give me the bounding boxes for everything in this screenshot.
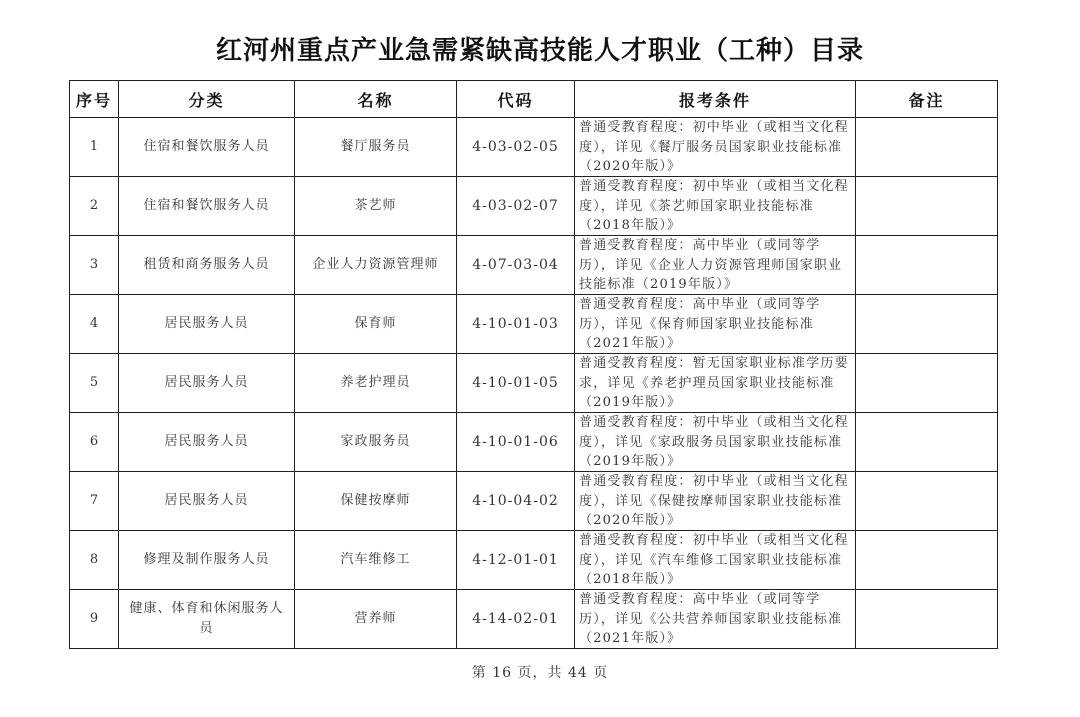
cell-category: 健康、体育和休闲服务人员: [119, 590, 295, 649]
cell-name: 餐厅服务员: [295, 118, 457, 177]
cell-no: 5: [70, 354, 119, 413]
header-requirement: 报考条件: [575, 81, 856, 118]
table-row: [70, 531, 998, 590]
header-no: 序号: [70, 81, 119, 118]
requirement-text: 普通受教育程度：暂无国家职业标准学历要求，详见《养老护理员国家职业技能标准（2019年版）》: [579, 356, 849, 410]
cell-remark: [856, 590, 998, 649]
requirement-text: 普通受教育程度：初中毕业（或相当文化程度），详见《茶艺师国家职业技能标准（2018年版）》: [579, 179, 849, 233]
cell-requirement: [575, 472, 856, 531]
cell-requirement: [575, 295, 856, 354]
cell-name: 茶艺师: [295, 177, 457, 236]
cell-category: 住宿和餐饮服务人员: [119, 118, 295, 177]
cell-name: 汽车维修工: [295, 531, 457, 590]
cell-category: 修理及制作服务人员: [119, 531, 295, 590]
requirement-text: 普通受教育程度：高中毕业（或同等学历），详见《保育师国家职业技能标准（2021年版）》: [579, 297, 821, 351]
table-row: [70, 413, 998, 472]
table-body: [70, 118, 998, 649]
header-remark: 备注: [856, 81, 998, 118]
table-row: [70, 590, 998, 649]
cell-code: 4-10-01-03: [457, 295, 575, 354]
cell-remark: [856, 177, 998, 236]
page-number: 第 16 页，共 44 页: [471, 665, 609, 681]
cell-category: 居民服务人员: [119, 472, 295, 531]
cell-requirement: [575, 177, 856, 236]
requirement-text: 普通受教育程度：高中毕业（或同等学历），详见《企业人力资源管理师国家职业技能标准（2019年版）》: [579, 238, 843, 292]
cell-name: 保育师: [295, 295, 457, 354]
cell-no: 8: [70, 531, 119, 590]
cell-code: 4-03-02-07: [457, 177, 575, 236]
table-header-row: [70, 81, 998, 118]
cell-code: 4-07-03-04: [457, 236, 575, 295]
cell-remark: [856, 295, 998, 354]
cell-name: 营养师: [295, 590, 457, 649]
cell-name: 企业人力资源管理师: [295, 236, 457, 295]
cell-no: 2: [70, 177, 119, 236]
cell-requirement: [575, 413, 856, 472]
cell-remark: [856, 236, 998, 295]
cell-category: 居民服务人员: [119, 295, 295, 354]
requirement-text: 普通受教育程度：初中毕业（或相当文化程度），详见《汽车维修工国家职业技能标准（2018年版）》: [579, 533, 849, 587]
cell-requirement: [575, 531, 856, 590]
cell-no: 9: [70, 590, 119, 649]
cell-remark: [856, 472, 998, 531]
cell-category: 居民服务人员: [119, 413, 295, 472]
cell-code: 4-12-01-01: [457, 531, 575, 590]
cell-category: 住宿和餐饮服务人员: [119, 177, 295, 236]
cell-name: 保健按摩师: [295, 472, 457, 531]
cell-remark: [856, 413, 998, 472]
requirement-text: 普通受教育程度：初中毕业（或相当文化程度），详见《家政服务员国家职业技能标准（2019年版）》: [579, 415, 849, 469]
cell-no: 1: [70, 118, 119, 177]
header-code: 代码: [457, 81, 575, 118]
cell-category: 租赁和商务服务人员: [119, 236, 295, 295]
cell-requirement: [575, 354, 856, 413]
requirement-text: 普通受教育程度：初中毕业（或相当文化程度），详见《保健按摩师国家职业技能标准（2020年版）》: [579, 474, 849, 528]
occupation-catalog-table: [69, 80, 998, 649]
cell-remark: [856, 118, 998, 177]
table-row: [70, 354, 998, 413]
cell-name: 养老护理员: [295, 354, 457, 413]
table-row: [70, 472, 998, 531]
header-name: 名称: [295, 81, 457, 118]
document-title: 红河州重点产业急需紧缺高技能人才职业（工种）目录: [215, 36, 864, 66]
cell-code: 4-10-01-06: [457, 413, 575, 472]
requirement-text: 普通受教育程度：初中毕业（或相当文化程度），详见《餐厅服务员国家职业技能标准（2020年版）》: [579, 120, 849, 174]
cell-code: 4-10-04-02: [457, 472, 575, 531]
cell-remark: [856, 354, 998, 413]
cell-no: 4: [70, 295, 119, 354]
cell-requirement: [575, 236, 856, 295]
cell-code: 4-10-01-05: [457, 354, 575, 413]
table-row: [70, 295, 998, 354]
cell-no: 3: [70, 236, 119, 295]
cell-remark: [856, 531, 998, 590]
table-row: [70, 236, 998, 295]
cell-no: 6: [70, 413, 119, 472]
cell-requirement: [575, 118, 856, 177]
table-row: [70, 177, 998, 236]
table-row: [70, 118, 998, 177]
cell-code: 4-03-02-05: [457, 118, 575, 177]
cell-name: 家政服务员: [295, 413, 457, 472]
cell-category: 居民服务人员: [119, 354, 295, 413]
cell-code: 4-14-02-01: [457, 590, 575, 649]
requirement-text: 普通受教育程度：高中毕业（或同等学历），详见《公共营养师国家职业技能标准（2021年版）》: [579, 592, 843, 646]
cell-requirement: [575, 590, 856, 649]
header-category: 分类: [119, 81, 295, 118]
cell-no: 7: [70, 472, 119, 531]
